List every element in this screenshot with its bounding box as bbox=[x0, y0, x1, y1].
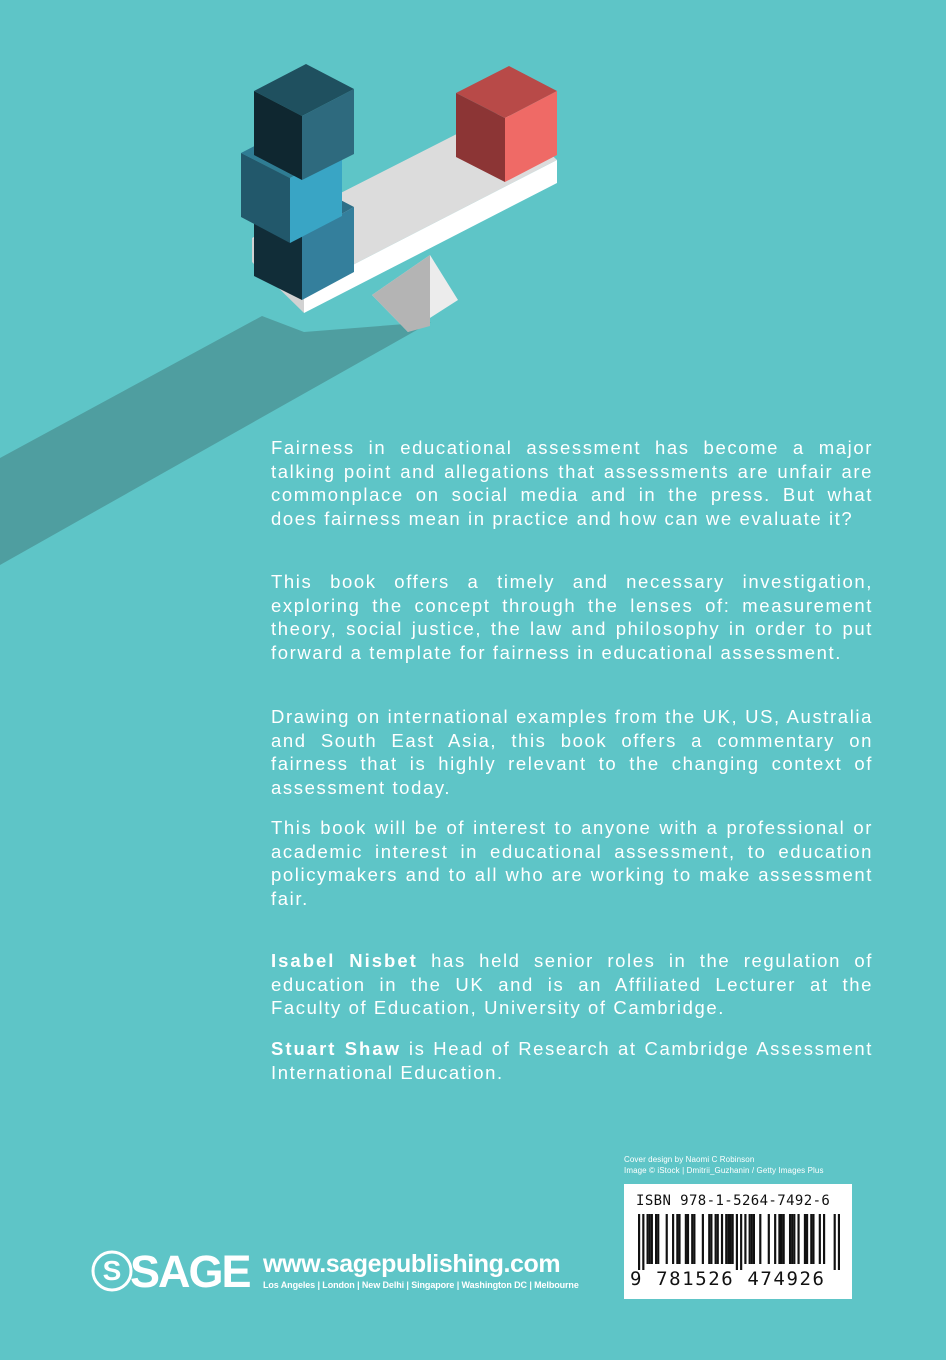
barcode-bar bbox=[691, 1214, 693, 1264]
barcode-bar bbox=[710, 1214, 712, 1264]
barcode-bar bbox=[823, 1214, 825, 1264]
barcode-bar bbox=[678, 1214, 680, 1264]
barcode-bar bbox=[740, 1214, 742, 1270]
image-credit: Image © iStock | Dmitrii_Guzhanin / Getty Images Plus bbox=[624, 1166, 824, 1175]
author-name: Stuart Shaw bbox=[271, 1038, 402, 1059]
barcode-bar bbox=[638, 1214, 640, 1270]
author-bio-text: has held senior roles in the regulation of education in the UK and is an Affiliated Lecturer at the Faculty of Education, University of Cambridge. bbox=[271, 950, 873, 1019]
barcode-bar bbox=[812, 1214, 814, 1264]
blurb-paragraph-2: This book offers a timely and necessary investigation, exploring the concept through the lenses of: measurement theory, social justice, the law and philosophy in order to put forward a template for fairness in educational assessment. bbox=[271, 571, 873, 663]
barcode-bar bbox=[778, 1214, 780, 1264]
barcode-bar bbox=[657, 1214, 659, 1264]
barcode-bar bbox=[715, 1214, 717, 1264]
svg-text:S: S bbox=[102, 1255, 122, 1286]
barcode-bar bbox=[708, 1214, 710, 1264]
barcode-bar bbox=[729, 1214, 731, 1264]
barcode-bar bbox=[768, 1214, 770, 1264]
author-bio-1 bbox=[271, 949, 873, 1020]
isbn-barcode bbox=[624, 1184, 852, 1299]
barcode-bar bbox=[649, 1214, 651, 1264]
publisher-url[interactable]: www.sagepublishing.com bbox=[263, 1250, 561, 1278]
publisher-cities: Los Angeles | London | New Delhi | Singapore | Washington DC | Melbourne bbox=[263, 1280, 579, 1290]
barcode-bar bbox=[744, 1214, 746, 1264]
barcode-bar bbox=[753, 1214, 755, 1264]
barcode-bar bbox=[834, 1214, 836, 1270]
barcode-bar bbox=[651, 1214, 653, 1264]
barcode-bar bbox=[759, 1214, 761, 1264]
ean-digits: 9 781526 474926 bbox=[630, 1268, 826, 1290]
barcode-bar bbox=[666, 1214, 668, 1264]
barcode-bar bbox=[642, 1214, 644, 1270]
barcode-bar bbox=[751, 1214, 753, 1264]
barcode-bars bbox=[638, 1214, 840, 1270]
blurb-paragraph-4: This book will be of interest to anyone with a professional or academic interest in educational assessment, to education policymakers and to all who are working to make assessment fair. bbox=[271, 817, 873, 909]
barcode-bar bbox=[732, 1214, 734, 1264]
barcode-bar bbox=[819, 1214, 821, 1264]
barcode-bar bbox=[725, 1214, 727, 1264]
barcode-bar bbox=[783, 1214, 785, 1264]
barcode-bar bbox=[793, 1214, 795, 1264]
sage-logo bbox=[90, 1246, 258, 1296]
author-bio-2 bbox=[271, 1037, 873, 1084]
barcode-bar bbox=[804, 1214, 806, 1264]
barcode-bar bbox=[810, 1214, 812, 1264]
barcode-bar bbox=[789, 1214, 791, 1264]
barcode-bar bbox=[806, 1214, 808, 1264]
barcode-bar bbox=[702, 1214, 704, 1264]
barcode-bar bbox=[780, 1214, 782, 1264]
isbn-label: ISBN 978-1-5264-7492-6 bbox=[636, 1193, 831, 1209]
author-name: Isabel Nisbet bbox=[271, 950, 418, 971]
barcode-bar bbox=[838, 1214, 840, 1270]
barcode-bar bbox=[687, 1214, 689, 1264]
barcode-bar bbox=[727, 1214, 729, 1264]
barcode-bar bbox=[655, 1214, 657, 1264]
barcode-bar bbox=[736, 1214, 738, 1270]
barcode-bar bbox=[721, 1214, 723, 1264]
barcode-bar bbox=[749, 1214, 751, 1264]
blue-cube-stack bbox=[241, 64, 354, 300]
barcode-bar bbox=[797, 1214, 799, 1264]
cover-credits bbox=[624, 1154, 824, 1176]
author-bio-text: is Head of Research at Cambridge Assessment International Education. bbox=[271, 1038, 873, 1083]
blurb-paragraph-1: Fairness in educational assessment has become a major talking point and allegations that assessments are unfair are commonplace on social media and in the press. But what does fairness mean in practice and how can we evaluate it? bbox=[271, 437, 873, 529]
barcode-bar bbox=[693, 1214, 695, 1264]
cover-design-credit: Cover design by Naomi C Robinson bbox=[624, 1155, 755, 1164]
barcode-bar bbox=[685, 1214, 687, 1264]
barcode-bar bbox=[774, 1214, 776, 1264]
sage-logo-text: SAGE bbox=[130, 1246, 250, 1296]
barcode-bar bbox=[647, 1214, 649, 1264]
blurb-paragraph-3: Drawing on international examples from the UK, US, Australia and South East Asia, this book offers a commentary on fairness that is highly relevant to the changing context of assessment today. bbox=[271, 706, 873, 798]
barcode-bar bbox=[717, 1214, 719, 1264]
barcode-bar bbox=[672, 1214, 674, 1264]
barcode-bar bbox=[676, 1214, 678, 1264]
barcode-bar bbox=[791, 1214, 793, 1264]
